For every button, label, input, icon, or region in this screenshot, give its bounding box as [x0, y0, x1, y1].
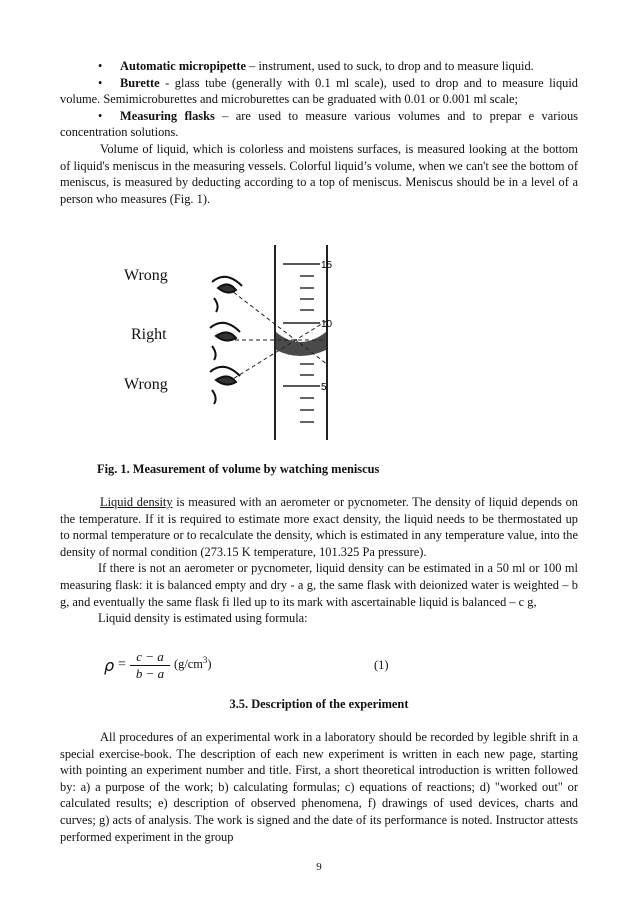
density-paragraph-1 [60, 494, 578, 560]
bullet-item-micropipette [60, 58, 578, 75]
fraction [130, 650, 170, 681]
unit-exponent: 3 [202, 655, 208, 665]
eye-icon [212, 277, 242, 312]
density-paragraph-2: If there is not an aerometer or pycnometer, liquid density can be estimated in a 50 ml or 100 ml measuring flask: it is balanced empty and dry - a g, the same flask with deionized water is weighted – b g, and eventually the same flask fi lled up to its mark with ascertainable liquid is balanced – c g, [60, 561, 578, 609]
bullet-text: – are used to measure various volumes and to prepar e various concentration solutions. [60, 108, 579, 140]
bullet-symbol: • [98, 108, 103, 123]
unit-close: ) [207, 657, 212, 672]
experiment-description [60, 729, 578, 845]
bullet-symbol: • [98, 59, 103, 73]
meniscus-figure [100, 240, 380, 445]
density-text: is measured with an aerometer or pycnometer. The density of liquid depends on the temperature. If it is required to estimate more exact density, the liquid needs to be thermostated up to normal temperature or to recalculate the density, which is estimated in any temperature value, into the density of normal condition (273.15 K temperature, 101.325 Pa pressure). [60, 495, 578, 559]
density-formula [104, 650, 564, 686]
bullet-list [60, 58, 578, 207]
scale-label-15: 15 [321, 260, 333, 271]
bullet-symbol: • [98, 75, 103, 90]
label-wrong-bottom: Wrong [124, 376, 168, 393]
denominator: b − a [135, 666, 165, 681]
figure-caption: Fig. 1. Measurement of volume by watching meniscus [97, 462, 380, 476]
bullet-term: Measuring flasks [120, 108, 215, 123]
bullet-text: – instrument, used to suck, to drop and to measure liquid. [246, 59, 534, 73]
scale-label-10: 10 [321, 319, 333, 330]
equation-number: (1) [374, 658, 389, 672]
section-heading: 3.5. Description of the experiment [229, 697, 409, 711]
page-number: 9 [316, 861, 322, 873]
unit-open: (g/cm [174, 657, 203, 672]
numerator: c − a [130, 650, 170, 666]
experiment-paragraph: All procedures of an experimental work in a laboratory should be recorded by legible shrift in a special exercise-book. The description of each new experiment is written in each new page, starting with pointing an experiment number and title. First, a short theoretical introduction is written followed by: a) a purpose of the work; b) calculating formulas; c) equations of reactions; d) "worked out" or calculated results; e) description of observed phenomena, f) drawings of used devices, charts and curves; g) acts of analysis. The work is signed and the date of its performance is noted. Instructor attests performed experiment in the group [60, 730, 578, 844]
density-paragraph-3: Liquid density is estimated using formula: [98, 611, 308, 626]
rho-symbol: ρ [104, 656, 115, 675]
bullet-text: - glass tube (generally with 0.1 ml scale), used to drop and to measure liquid volume. Semimicroburettes and microburettes can be graduated with 0.01 or 0.001 ml scale; [60, 75, 578, 107]
eye-icon [210, 323, 240, 360]
bullet-term: Automatic micropipette [120, 59, 247, 73]
bullet-item-flasks [60, 108, 578, 141]
formula-unit [174, 655, 212, 672]
volume-paragraph: Volume of liquid, which is colorless and moistens surfaces, is measured looking at the bottom of liquid's meniscus in the measuring vessels. Colorful liquid’s volume, when we can't see the bottom of meniscus, is measured by deducting according to a top of meniscus. Meniscus should be in a level of a person who measures (Fig. 1). [60, 141, 578, 206]
bullet-term: Burette [120, 75, 160, 90]
eye-icon [210, 367, 240, 404]
bullet-item-burette [60, 75, 578, 108]
label-right: Right [131, 326, 167, 343]
label-wrong-top: Wrong [124, 267, 168, 284]
equals-sign: = [118, 657, 126, 672]
density-section [60, 494, 578, 627]
scale-label-5: 5 [321, 382, 327, 393]
density-term: Liquid density [100, 495, 173, 509]
